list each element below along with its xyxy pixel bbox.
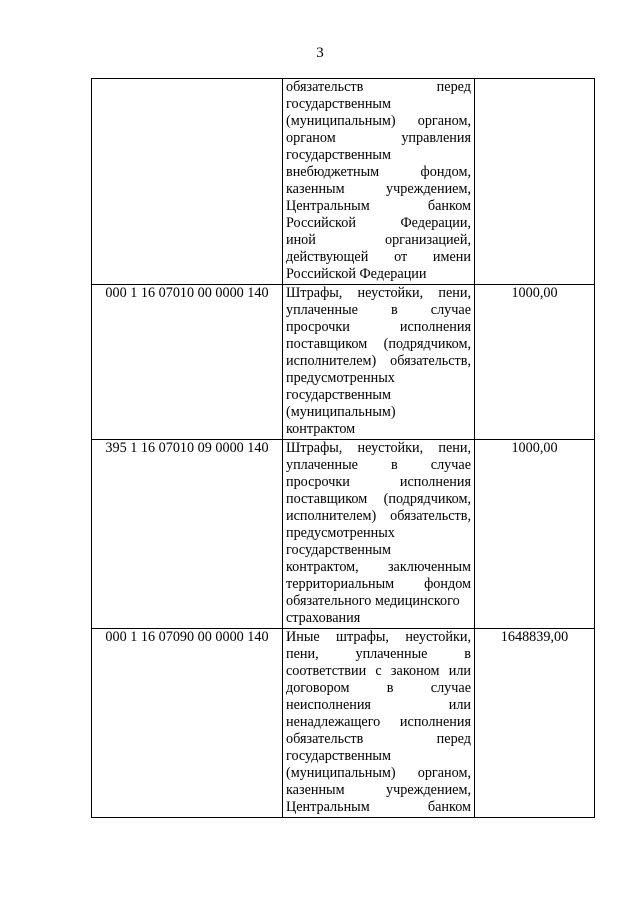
page-number: 3 — [316, 45, 324, 61]
revenue-description-cell — [283, 79, 475, 285]
classification-code-cell: 000 1 16 07010 00 0000 140 — [92, 285, 283, 440]
description-line: предусмотренных — [286, 370, 395, 386]
description-line: обязательств перед — [286, 731, 471, 747]
description-line: Иные штрафы, неустойки, — [286, 629, 471, 645]
description-line: территориальным фондом — [286, 576, 471, 592]
description-line: (муниципальным) органом, — [286, 113, 471, 129]
description-line: просрочки исполнения — [286, 474, 471, 490]
classification-code-cell — [92, 79, 283, 285]
description-line: обязательств перед — [286, 79, 471, 95]
description-line: внебюджетным фондом, — [286, 164, 471, 180]
classification-code-cell: 000 1 16 07090 00 0000 140 — [92, 629, 283, 818]
classification-code-cell: 395 1 16 07010 09 0000 140 — [92, 440, 283, 629]
description-line: казенным учреждением, — [286, 782, 471, 798]
description-line: соответствии с законом или — [286, 663, 471, 679]
description-line: контрактом — [286, 421, 356, 437]
description-line: казенным учреждением, — [286, 181, 471, 197]
description-line: поставщиком (подрядчиком, — [286, 336, 471, 352]
amount-cell: 1000,00 — [475, 285, 595, 440]
description-line: государственным — [286, 542, 391, 558]
description-line: (муниципальным) — [286, 404, 396, 420]
description-line: (муниципальным) органом, — [286, 765, 471, 781]
description-line: ненадлежащего исполнения — [286, 714, 471, 730]
description-line: обязательного медицинского — [286, 593, 460, 609]
budget-revenue-table — [91, 78, 595, 818]
table-row — [92, 285, 595, 440]
description-line: исполнителем) обязательств, — [286, 508, 471, 524]
amount-cell: 1648839,00 — [475, 629, 595, 818]
description-line: уплаченные в случае — [286, 302, 471, 318]
description-line: государственным — [286, 96, 391, 112]
description-line: исполнителем) обязательств, — [286, 353, 471, 369]
description-line: контрактом, заключенным — [286, 559, 471, 575]
description-line: действующей от имени — [286, 249, 471, 265]
description-line: Штрафы, неустойки, пени, — [286, 440, 471, 456]
amount-cell: 1000,00 — [475, 440, 595, 629]
description-line: договором в случае — [286, 680, 471, 696]
amount-cell — [475, 79, 595, 285]
table-row — [92, 629, 595, 818]
table-row — [92, 79, 595, 285]
table-row — [92, 440, 595, 629]
description-line: Штрафы, неустойки, пени, — [286, 285, 471, 301]
description-line: страхования — [286, 610, 361, 626]
description-line: государственным — [286, 748, 391, 764]
description-line: пени, уплаченные в — [286, 646, 471, 662]
revenue-description-cell — [283, 629, 475, 818]
revenue-description-cell — [283, 285, 475, 440]
description-line: поставщиком (подрядчиком, — [286, 491, 471, 507]
description-line: государственным — [286, 147, 391, 163]
description-line: Российской Федерации — [286, 266, 427, 282]
description-line: уплаченные в случае — [286, 457, 471, 473]
revenue-description-cell — [283, 440, 475, 629]
description-line: Центральным банком — [286, 198, 471, 214]
description-line: государственным — [286, 387, 391, 403]
description-line: предусмотренных — [286, 525, 395, 541]
description-line: Центральным банком — [286, 799, 471, 815]
description-line: иной организацией, — [286, 232, 471, 248]
description-line: просрочки исполнения — [286, 319, 471, 335]
description-line: неисполнения или — [286, 697, 471, 713]
description-line: органом управления — [286, 130, 471, 146]
description-line: Российской Федерации, — [286, 215, 471, 231]
